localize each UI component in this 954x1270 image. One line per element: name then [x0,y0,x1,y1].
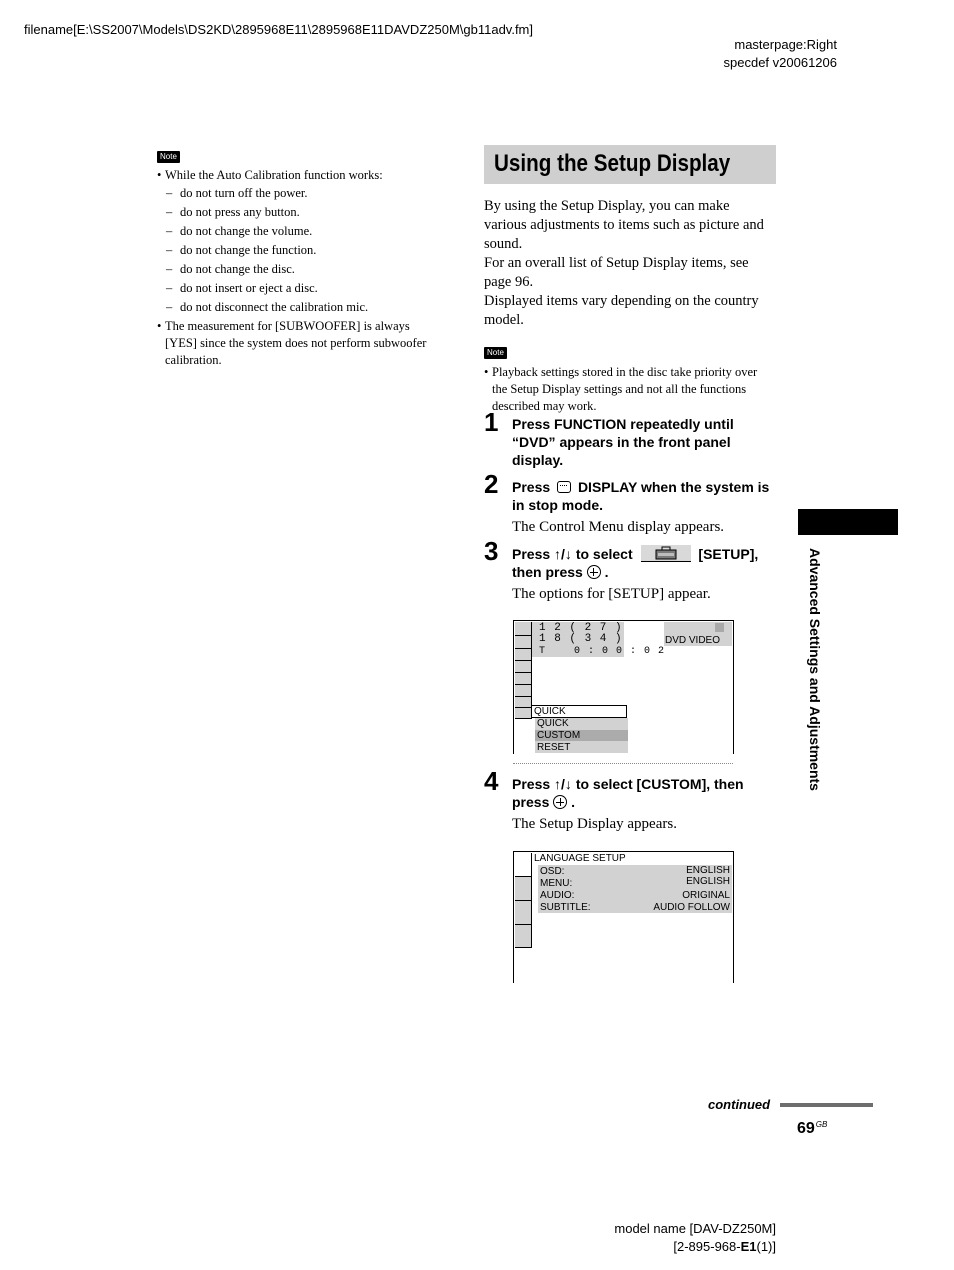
menu-icon-slot [515,622,532,636]
note-bullet-1: • While the Auto Calibration function works: [157,168,383,182]
option-reset[interactable]: RESET [537,742,571,753]
left-note [157,146,457,369]
step-2-number: 2 [484,469,499,499]
time-display: T 0 : 0 0 : 0 2 [539,646,666,657]
dash-item: – do not change the function. [166,243,317,257]
step-4-number: 4 [484,766,499,796]
disc-info-panel [532,622,666,657]
step-2-text: Press DISPLAY when the system is in stop mode. [512,479,770,513]
dash-item: – do not insert or eject a disc. [166,281,318,295]
enter-button-icon [587,565,601,579]
step-1-number: 1 [484,407,499,437]
setup-icon-slot [515,925,532,948]
display-button-icon [557,481,571,493]
setup-icon-slot [515,901,532,925]
menu-label[interactable]: MENU: [540,878,573,889]
option-quick[interactable]: QUICK [537,718,569,729]
osd-label[interactable]: OSD: [540,866,565,877]
specdef-label: specdef v20061206 [723,55,837,70]
menu-icon-slot [515,636,532,649]
language-setup-title: LANGUAGE SETUP [534,853,626,864]
dash-item: – do not turn off the power. [166,186,308,200]
step-3-number: 3 [484,536,499,566]
setup-toolbox-icon [641,545,691,562]
menu-icon-slot [515,673,532,685]
masterpage-label: masterpage:Right [734,37,837,52]
dvd-video-label: DVD VIDEO [665,635,721,646]
step-1-text: Press FUNCTION repeatedly until “DVD” appears in the front panel display. [512,416,734,468]
subtitle-label[interactable]: SUBTITLE: [540,902,591,913]
menu-value: ENGLISH [686,876,730,887]
media-indicator-icon [715,623,724,632]
note-badge: Note [484,347,507,359]
enter-button-icon [553,795,567,809]
option-custom[interactable]: CUSTOM [537,730,581,741]
step-3-result: The options for [SETUP] appear. [512,586,711,602]
model-name: model name [DAV-DZ250M] [614,1221,776,1236]
setup-icon-slot [515,853,532,877]
step-3-text: Press ↑/↓ to select [SETUP], then press . [512,546,759,580]
menu-icon-slot [515,708,532,719]
setup-icon-slot [515,877,532,901]
side-tab-marker [798,509,898,535]
dash-item: – do not change the volume. [166,224,313,238]
filename-header: filename[E:\SS2007\Models\DS2KD\2895968E11\2895968E11DAVDZ250M\gb11adv.fm] [24,22,533,37]
masterpage-header [724,36,837,72]
dash-item: – do not press any button. [166,205,300,219]
menu-icon-slot [515,661,532,673]
intro-paragraph: By using the Setup Display, you can make various adjustments to items such as picture and sound. For an overall list of Setup Display items, see page 96. Displayed items vary depending on the country model. [484,198,764,328]
model-code: [2-895-968-E1(1)] [673,1239,776,1254]
dash-item: – do not change the disc. [166,262,295,276]
setup-options-list [535,718,628,753]
step-4-result: The Setup Display appears. [512,816,677,832]
control-menu-screen [513,620,734,754]
section-title-box [484,145,776,184]
dash-item: – do not disconnect the calibration mic. [166,300,369,314]
right-note [484,342,784,415]
subtitle-value: AUDIO FOLLOW [653,902,730,913]
continued-label: continued [708,1097,771,1112]
note-bullet-2: • The measurement for [SUBWOOFER] is always [YES] since the system does not perform subwoofer calibration. [157,319,427,367]
continued-bar [780,1103,873,1107]
media-type-panel [664,622,732,646]
model-footer [614,1220,776,1256]
step-4-text: Press ↑/↓ to select [CUSTOM], then press . [512,776,744,810]
page-number: $69^{GB}$ [797,1120,828,1137]
chapter-number: 1 8 ( 3 4 ) [539,633,623,645]
note-badge: Note [157,151,180,163]
side-tab-label-wrap [805,548,825,828]
setup-selected-box[interactable]: QUICK [531,705,627,718]
step-2-result: The Control Menu display appears. [512,519,725,535]
note-bullet-1-text: While the Auto Calibration function works: [165,168,383,182]
side-tab-label: Advanced Settings and Adjustments [807,548,823,791]
audio-value: ORIGINAL [682,890,730,901]
right-note-bullet: • Playback settings stored in the disc take priority over the Setup Display settings and not all the functions described may work. [484,365,758,413]
menu-icon-slot [515,685,532,697]
menu-icon-slot [515,697,532,708]
menu-icon-slot [515,649,532,661]
language-settings-list [538,865,732,913]
section-title: Using the Setup Display [494,150,731,177]
title-number: 1 2 ( 2 7 ) [539,622,623,634]
audio-label[interactable]: AUDIO: [540,890,575,901]
screen-cut-line [513,763,733,766]
setup-display-screen [513,851,734,983]
osd-value: ENGLISH [686,865,730,876]
note-dash-list [157,185,457,318]
